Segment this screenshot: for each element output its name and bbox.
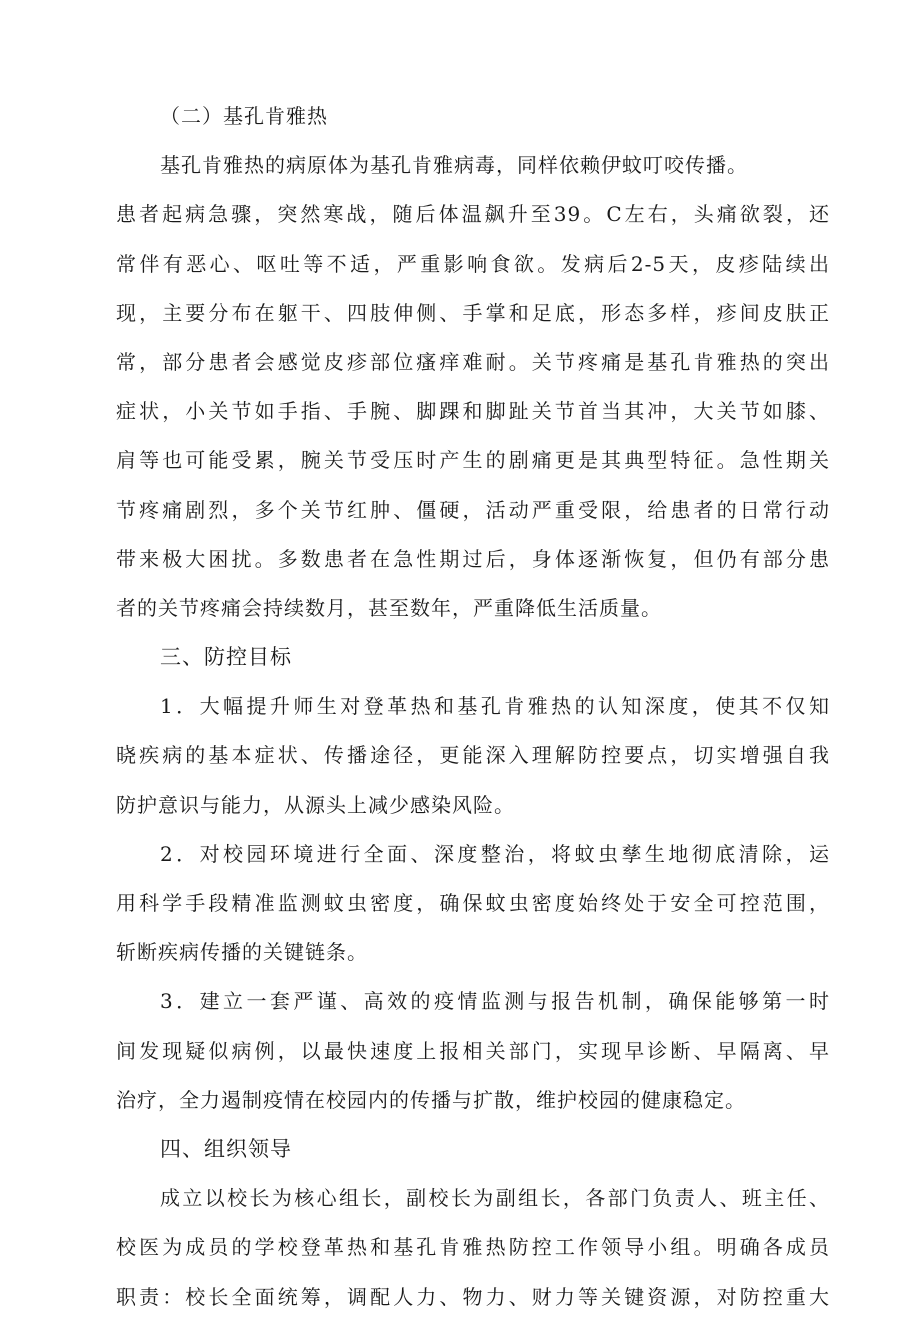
paragraph-organization: [116, 1174, 830, 1322]
paragraph-chikungunya: [116, 141, 830, 633]
text-line: 间发现疑似病例，以最快速度上报相关部门，实现早诊断、早隔离、早: [116, 1038, 830, 1063]
sub-heading-chikungunya: （二）基孔肯雅热: [160, 104, 328, 128]
text-line: 肩等也可能受累，腕关节受压时产生的剧痛更是其典型特征。急性期关: [116, 448, 830, 473]
text-line: 职责：校长全面统筹，调配人力、物力、财力等关键资源，对防控重大: [116, 1284, 830, 1309]
text-line: 成立以校长为核心组长，副校长为副组长，各部门负责人、班主任、: [160, 1186, 830, 1211]
document-body: [116, 92, 830, 1322]
text-line: 治疗，全力遏制疫情在校园内的传播与扩散，维护校园的健康稳定。: [116, 1087, 746, 1112]
text-line: 用科学手段精准监测蚊虫密度，确保蚊虫密度始终处于安全可控范围，: [116, 891, 830, 915]
text-line: 常，部分患者会感觉皮疹部位瘙痒难耐。关节疼痛是基孔肯雅热的突出: [116, 349, 830, 374]
text-line: 2．对校园环境进行全面、深度整治，将蚊虫孳生地彻底清除，运: [160, 841, 830, 866]
text-line: 校医为成员的学校登革热和基孔肯雅热防控工作领导小组。明确各成员: [116, 1235, 830, 1260]
section-heading-organization: 四、组织领导: [160, 1136, 292, 1161]
text-line: 带来极大困扰。多数患者在急性期过后，身体逐渐恢复，但仍有部分患: [116, 546, 830, 571]
paragraph-goal-3: [116, 977, 830, 1125]
section-heading-goals: 三、防控目标: [160, 645, 292, 670]
text-line: 基孔肯雅热的病原体为基孔肯雅病毒，同样依赖伊蚊叮咬传播。: [160, 153, 748, 178]
text-line: 者的关节疼痛会持续数月，甚至数年，严重降低生活质量。: [116, 595, 662, 620]
text-line: 患者起病急骤，突然寒战，随后体温飙升至39。C左右，头痛欲裂，还: [116, 202, 830, 227]
text-line: 防护意识与能力，从源头上减少感染风险。: [116, 792, 515, 817]
text-line: 晓疾病的基本症状、传播途径，更能深入理解防控要点，切实增强自我: [116, 743, 830, 768]
text-line: 1．大幅提升师生对登革热和基孔肯雅热的认知深度，使其不仅知: [160, 694, 830, 719]
paragraph-goal-2: [116, 830, 830, 978]
text-line: 斩断疾病传播的关键链条。: [116, 940, 368, 965]
paragraph-goal-1: [116, 682, 830, 830]
text-line: 常伴有恶心、呕吐等不适，严重影响食欲。发病后2-5天，皮疹陆续出: [116, 251, 830, 276]
text-line: 3．建立一套严谨、高效的疫情监测与报告机制，确保能够第一时: [160, 989, 830, 1014]
text-line: 症状，小关节如手指、手腕、脚踝和脚趾关节首当其冲，大关节如膝、: [116, 399, 830, 424]
text-line: 现，主要分布在躯干、四肢伸侧、手掌和足底，形态多样，疹间皮肤正: [116, 300, 830, 325]
text-line: 节疼痛剧烈，多个关节红肿、僵硬，活动严重受限，给患者的日常行动: [116, 497, 830, 522]
